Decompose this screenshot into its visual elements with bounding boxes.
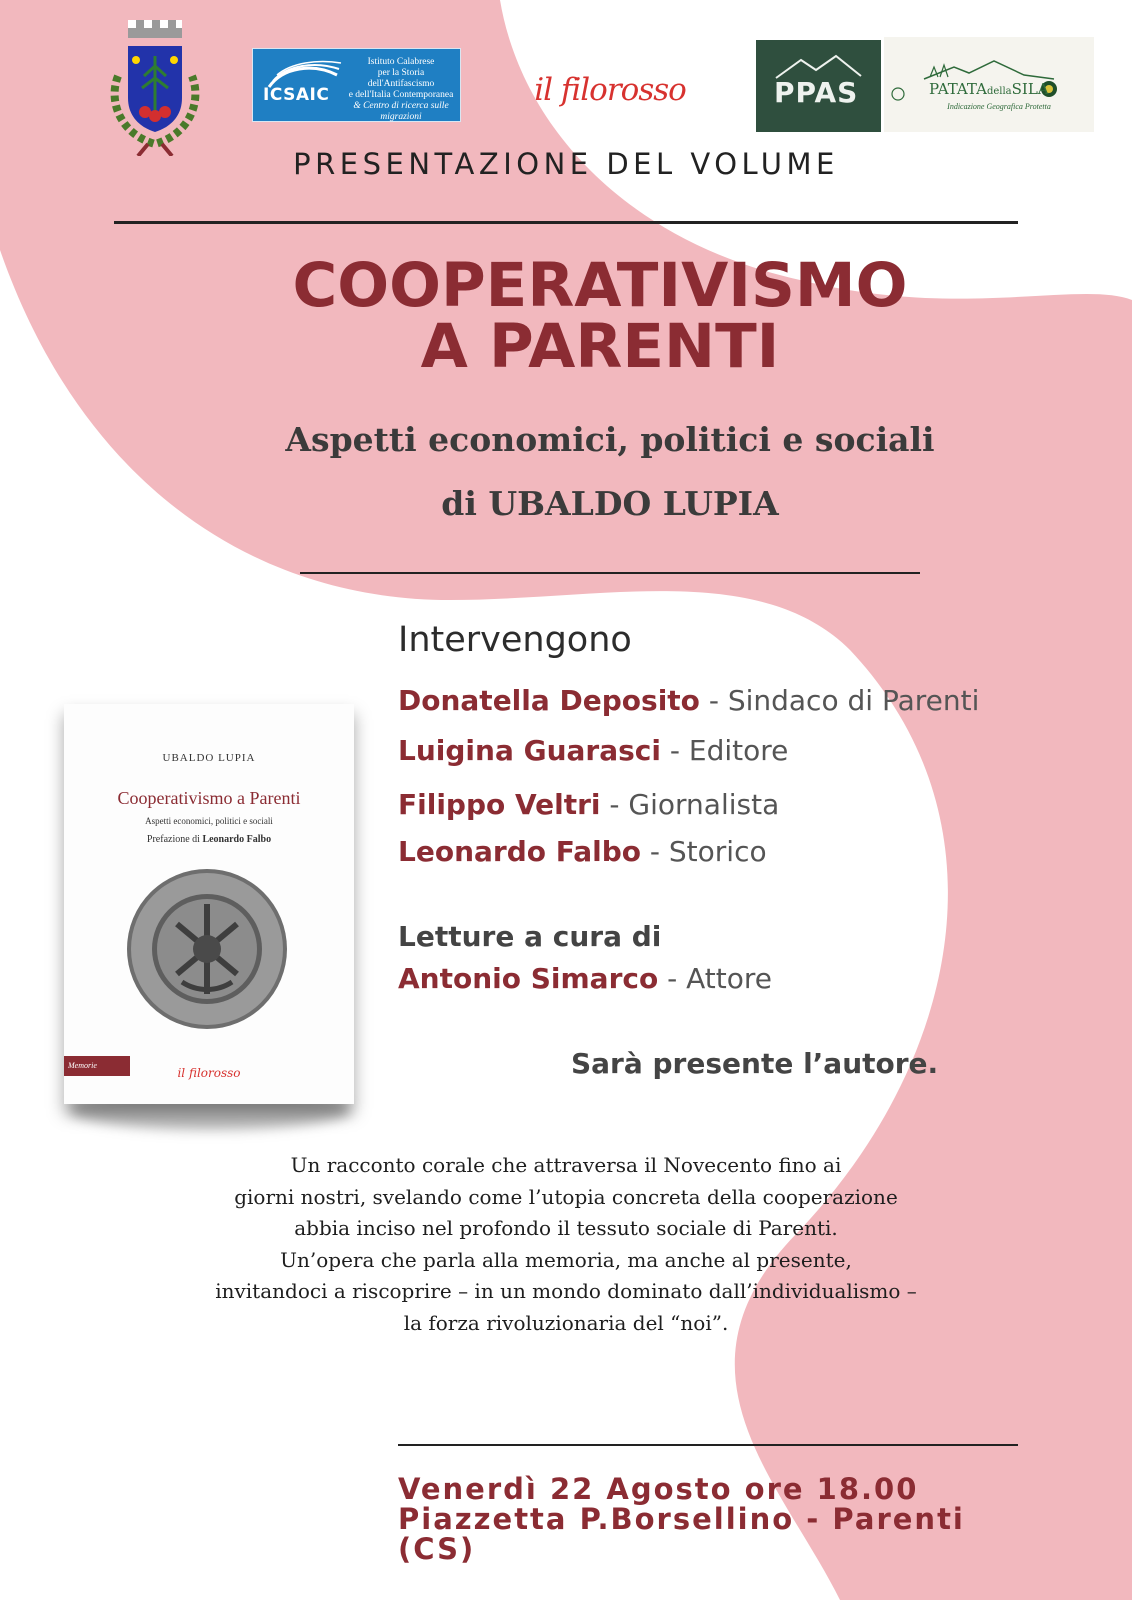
description-line: Un racconto corale che attraversa il Novecento fino ai	[290, 1153, 842, 1177]
speaker-item: Filippo Veltri - Giornalista	[398, 788, 780, 821]
book-subtitle: Aspetti economici, politici e sociali	[285, 420, 935, 459]
event-place: Piazzetta P.Borsellino - Parenti	[398, 1502, 965, 1536]
top-divider	[114, 221, 1018, 224]
speaker-name: Leonardo Falbo	[398, 835, 641, 868]
description-line: invitandoci a riscoprire – in un mondo dominato dall’individualismo –	[215, 1279, 917, 1303]
cooperative-medal-icon	[122, 864, 292, 1034]
cover-author: UBALDO LUPIA	[162, 752, 256, 764]
description-line: giorni nostri, svelando come l’utopia concreta della cooperazione	[234, 1184, 898, 1209]
speaker-name: Filippo Veltri	[398, 788, 601, 821]
cover-preface: Prefazione di Leonardo Falbo	[146, 834, 272, 845]
description-paragraph	[150, 1150, 982, 1339]
event-date-time: Venerdì 22 Agosto ore 18.00	[398, 1472, 919, 1506]
icsaic-logo	[252, 48, 461, 122]
description-line: la forza rivoluzionaria del “noi”.	[403, 1310, 729, 1335]
speaker-role: Giornalista	[628, 788, 780, 821]
speaker-role: Sindaco di Parenti	[727, 684, 980, 717]
speaker-role: Editore	[688, 734, 789, 767]
ppas-wordmark: PPAS	[774, 76, 859, 109]
speaker-item: Luigina Guarasci - Editore	[398, 734, 789, 767]
patata-della-sila-logo	[884, 37, 1094, 132]
presentation-heading: PRESENTAZIONE DEL VOLUME	[293, 147, 839, 181]
book-author: di UBALDO LUPIA	[441, 484, 779, 523]
patata-wordmark: PATATAdellaSILA	[929, 80, 1049, 98]
middle-divider	[300, 572, 920, 574]
speaker-name: Donatella Deposito	[398, 684, 700, 717]
description-line: abbia inciso nel profondo il tessuto sociale di Parenti.	[294, 1216, 838, 1240]
reader-name: Antonio Simarco	[398, 962, 659, 995]
speaker-item: Leonardo Falbo - Storico	[398, 835, 767, 868]
reader-item: Antonio Simarco - Attore	[398, 962, 772, 995]
speaker-role: Storico	[668, 835, 767, 868]
event-province: (CS)	[398, 1532, 476, 1566]
reader-role: Attore	[686, 962, 772, 995]
icsaic-abbreviation: ICSAIC	[263, 85, 330, 105]
readings-heading: Letture a cura di	[398, 920, 662, 953]
municipal-crest-logo	[100, 16, 210, 156]
speaker-name: Luigina Guarasci	[398, 734, 661, 767]
book-title: COOPERATIVISMO A PARENTI	[292, 250, 908, 382]
author-present-note: Sarà presente l’autore.	[571, 1047, 939, 1080]
description-line: Un’opera che parla alla memoria, ma anche al presente,	[280, 1247, 852, 1272]
icsaic-full-name: Istituto Calabrese per la Storia dell'Antifascismo e dell'Italia Contemporanea & Centro di ricerca sulle migrazioni	[348, 57, 454, 122]
speakers-heading: Intervengono	[398, 620, 632, 660]
cover-publisher: il filorosso	[177, 1066, 241, 1080]
ppas-logo	[756, 40, 881, 132]
bottom-divider	[398, 1444, 1018, 1446]
speaker-item: Donatella Deposito - Sindaco di Parenti	[398, 684, 980, 717]
event-details	[398, 1474, 1098, 1564]
book-cover-image	[64, 704, 354, 1104]
cover-series-label: Memorie	[64, 1056, 130, 1076]
patata-igp-label: Indicazione Geografica Protetta	[947, 102, 1051, 111]
filorosso-logo: il filorosso	[534, 72, 686, 108]
cover-title: Cooperativismo a Parenti	[117, 788, 301, 808]
cover-subtitle: Aspetti economici, politici e sociali	[145, 816, 273, 826]
